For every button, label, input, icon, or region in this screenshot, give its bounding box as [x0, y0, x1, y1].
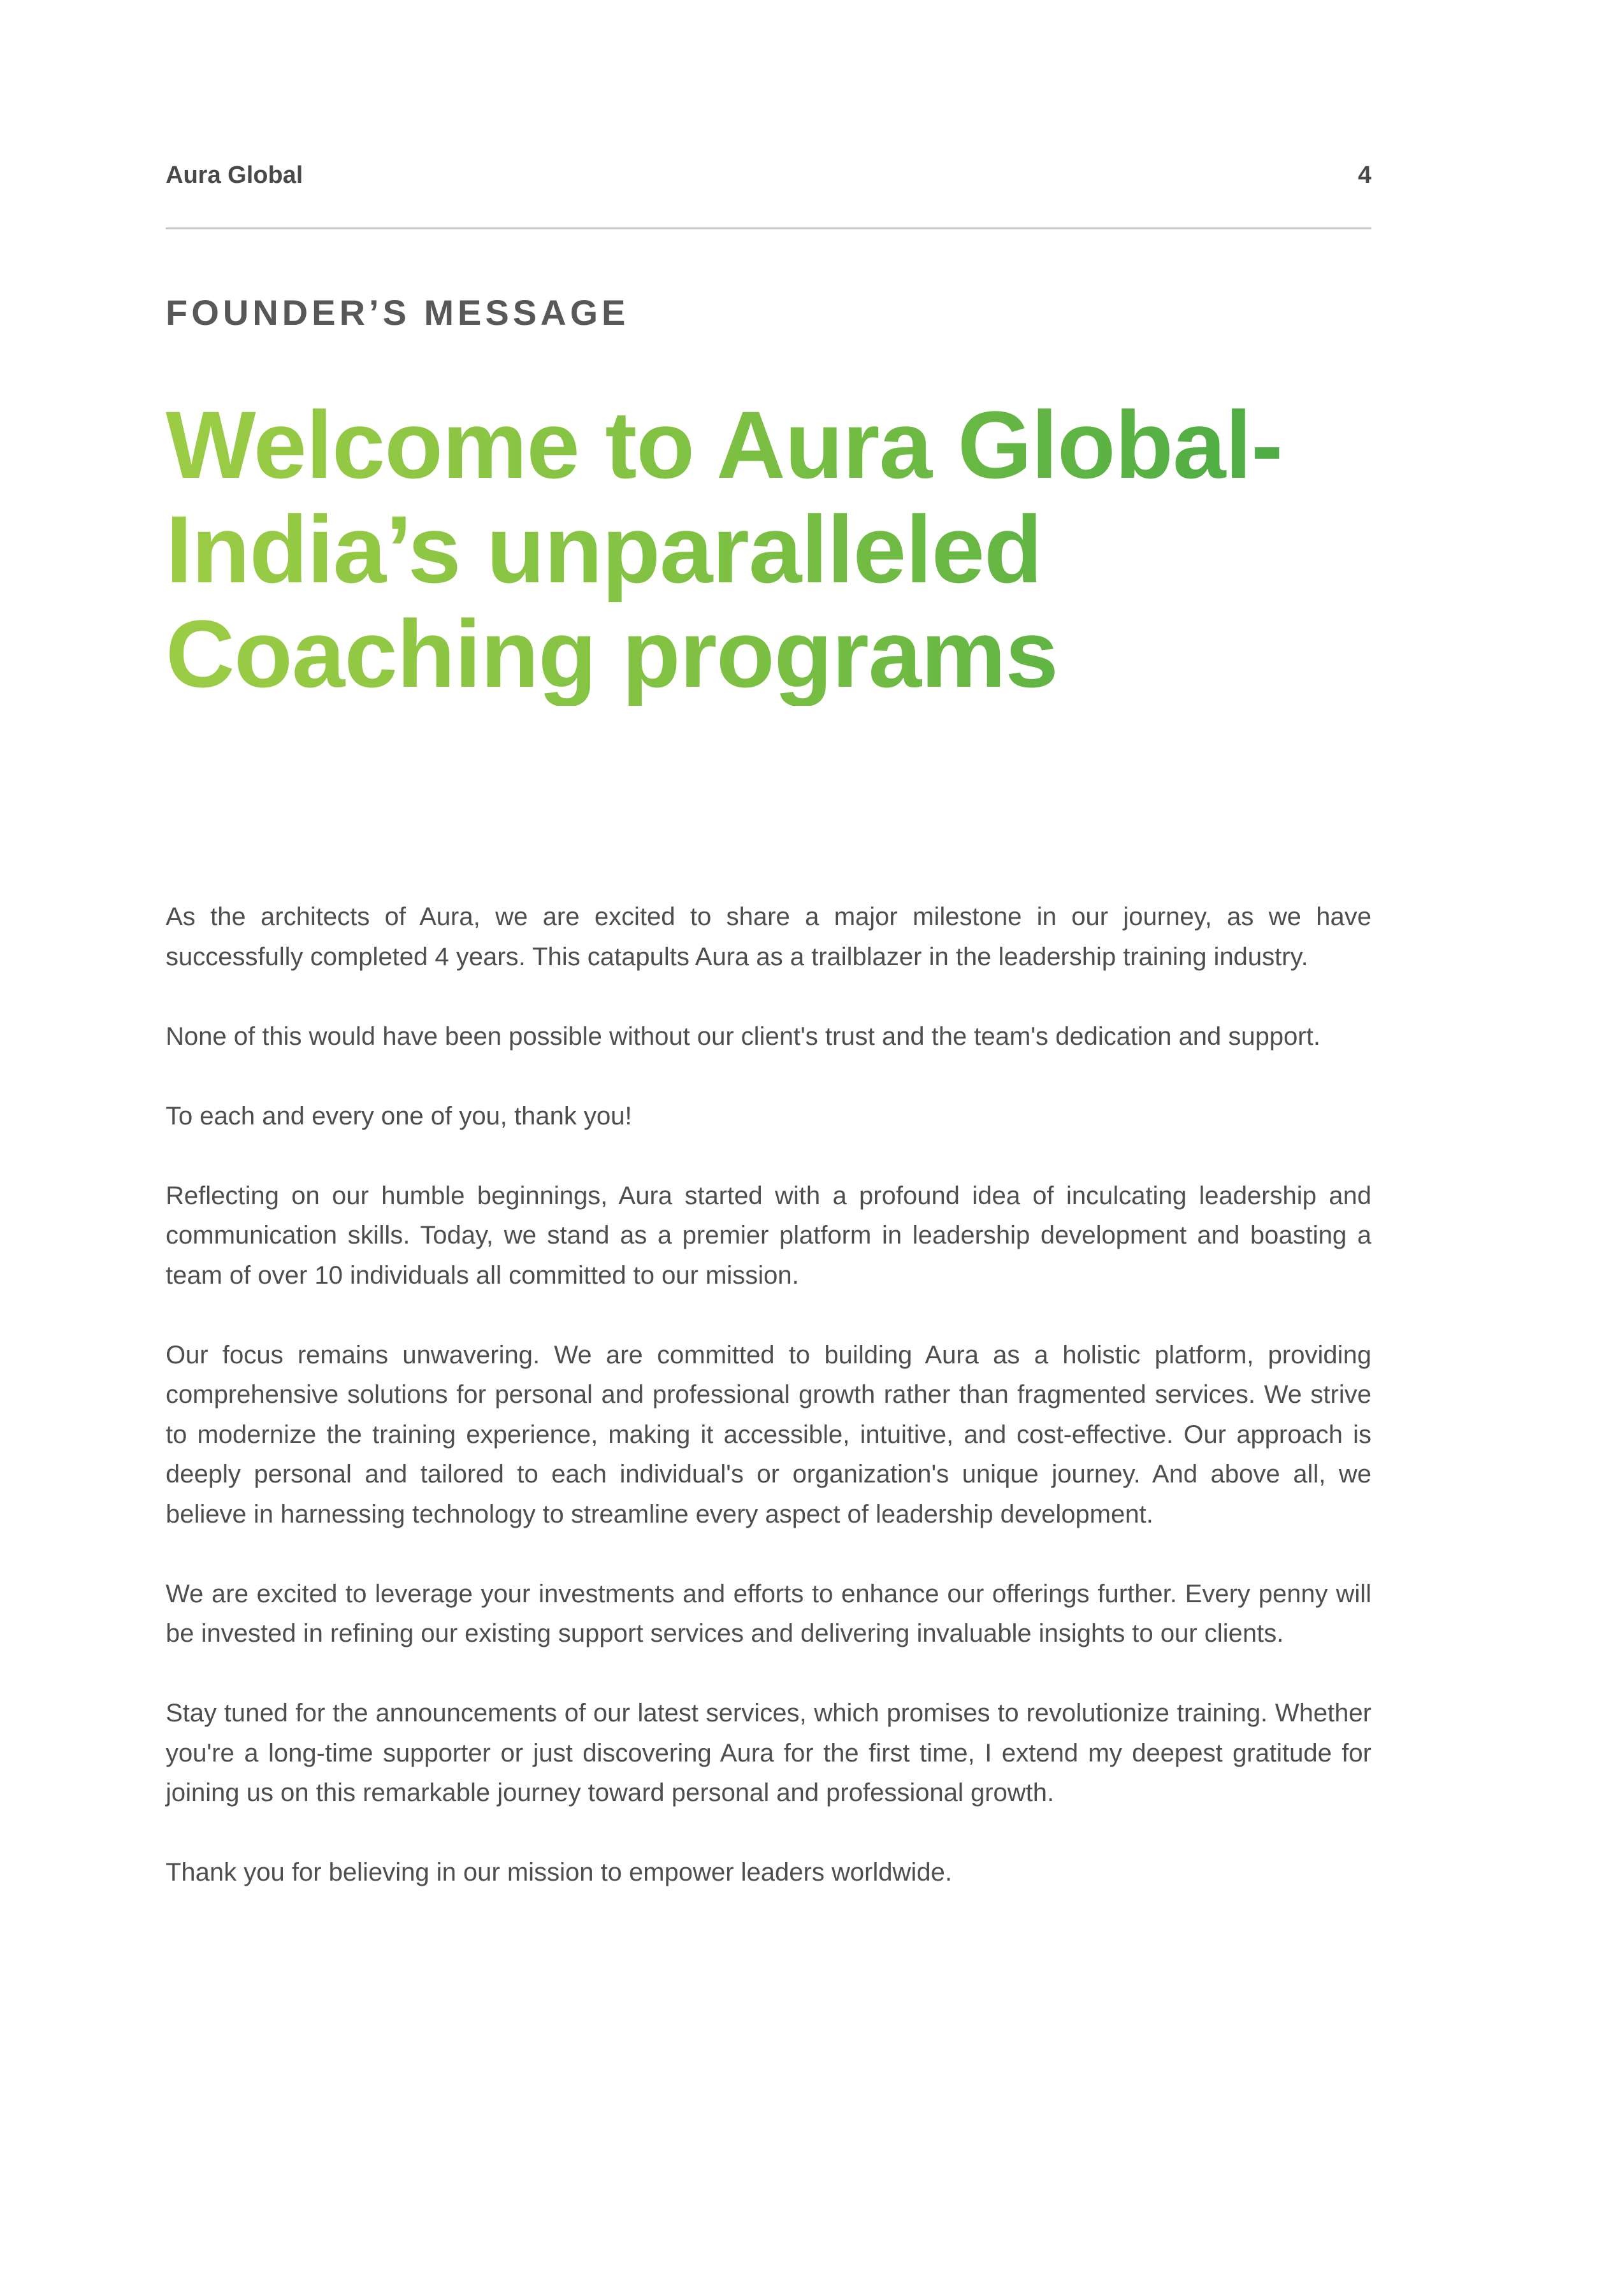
header-divider	[166, 227, 1371, 229]
headline-line: India’s unparalleled	[166, 496, 1042, 603]
founder-message-body	[166, 897, 1371, 1893]
body-paragraph: Reflecting on our humble beginnings, Aura started with a profound idea of inculcating leadership and communication skills. Today, we stand as a premier platform in leadership development and boasting a team of over 10 individuals all committed to our mission.	[166, 1181, 1371, 1289]
brand-name: Aura Global	[166, 162, 303, 189]
page-headline	[166, 392, 1376, 706]
headline-line: Coaching programs	[166, 600, 1058, 707]
body-paragraph: As the architects of Aura, we are excited to share a major milestone in our journey, as we have successfully completed 4 years. This catapults Aura as a trailblazer in the leadership training industry.	[166, 903, 1371, 971]
body-paragraph: We are excited to leverage your investments and efforts to enhance our offerings further. Every penny will be invested in refining our existing support services and delivering invaluable insights to our clients.	[166, 1579, 1371, 1647]
body-paragraph: Thank you for believing in our mission to empower leaders worldwide.	[166, 1858, 952, 1886]
body-paragraph: To each and every one of you, thank you!	[166, 1101, 632, 1130]
page-header	[166, 162, 1371, 200]
body-paragraph: None of this would have been possible without our client's trust and the team's dedication and support.	[166, 1022, 1320, 1051]
body-paragraph: Our focus remains unwavering. We are committed to building Aura as a holistic platform, providing comprehensive solutions for personal and professional growth rather than fragmented services. We strive to modernize the training experience, making it accessible, intuitive, and cost-effective. Our approach is deeply personal and tailored to each individual's or organization's unique journey. And above all, we believe in harnessing technology to streamline every aspect of leadership development.	[166, 1340, 1371, 1528]
headline-line: Welcome to Aura Global-	[166, 391, 1283, 498]
body-paragraph: Stay tuned for the announcements of our latest services, which promises to revolutionize training. Whether you're a long-time supporter or just discovering Aura for the first time, I extend my deepest gratitude for joining us on this remarkable journey toward personal and professional growth.	[166, 1699, 1371, 1807]
section-label: FOUNDER’S MESSAGE	[166, 292, 630, 333]
page-number: 4	[1357, 162, 1371, 189]
